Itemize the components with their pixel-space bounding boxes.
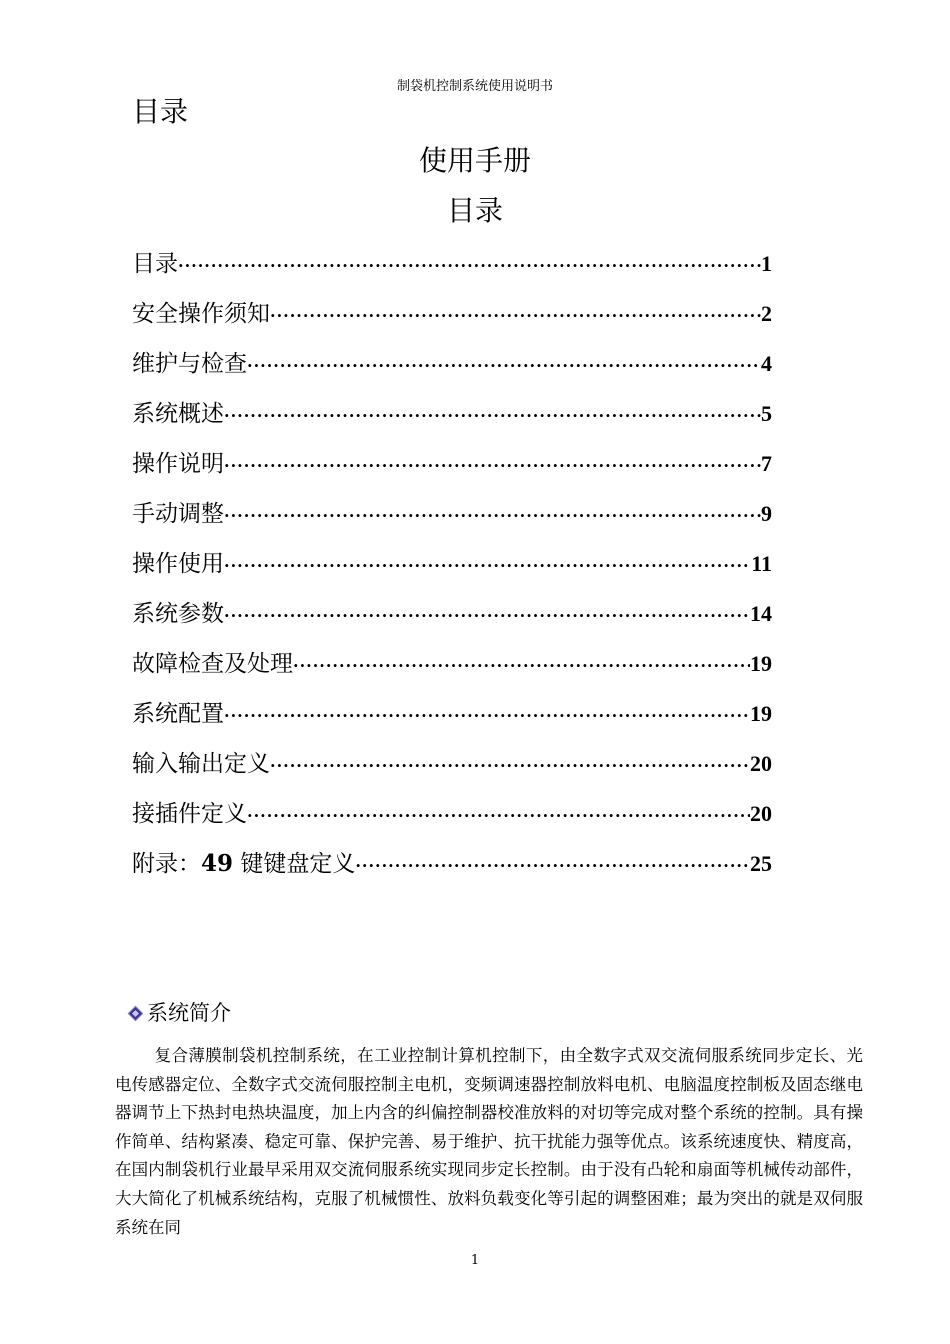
toc-dot-leader: [247, 796, 750, 836]
page-number: 1: [470, 1253, 480, 1268]
toc-entry-label: 手动调整: [132, 501, 224, 527]
toc-entry-manual-adjust[interactable]: [132, 494, 772, 544]
section-body-text: 复合薄膜制袋机控制系统，在工业控制计算机控制下，由全数字式双交流伺服系统同步定长、光电传感器定位、全数字式交流伺服控制主电机，变频调速器控制放料电机、电脑温度控制板及固态继电器调节上下热封电热块温度，加上内含的纠偏控制器校准放料的对切等完成对整个系统的控制。具有操作简单、结构紧凑、稳定可靠、保护完善、易于维护、抗干扰能力强等优点。该系统速度快、精度高，在国内制袋机行业最早采用双交流伺服系统实现同步定长控制。由于没有凸轮和扇面等机械传动部件，大大简化了机械系统结构，克服了机械惯性、放料负载变化等引起的调整困难；最为突出的就是双伺服系统在同: [115, 1046, 863, 1237]
diamond-bullet-icon: [128, 1006, 143, 1021]
document-heading: 目录: [132, 95, 189, 128]
toc-entry-safety[interactable]: [132, 294, 772, 344]
toc-entry-maintenance[interactable]: [132, 344, 772, 394]
toc-entry-page: 1: [761, 251, 772, 276]
toc-entry-label: [132, 844, 355, 884]
toc-entry-label: 系统配置: [132, 701, 224, 727]
toc-dot-leader: [224, 446, 761, 486]
toc-dot-leader: [293, 646, 750, 686]
toc-entry-label: 目录: [132, 251, 178, 277]
toc-dot-leader: [224, 596, 750, 636]
toc-entry-page: 19: [750, 651, 772, 676]
toc-entry-page: 20: [750, 751, 772, 776]
toc-entry-label: 系统概述: [132, 401, 224, 427]
table-of-contents: [132, 244, 772, 894]
toc-entry-label: 操作说明: [132, 451, 224, 477]
manual-title: 使用手册: [418, 144, 531, 177]
toc-dot-leader: [178, 246, 761, 286]
toc-entry-label: 系统参数: [132, 601, 224, 627]
toc-entry-label: 操作使用: [132, 551, 224, 577]
toc-entry-page: 4: [761, 351, 772, 376]
toc-entry-label: 接插件定义: [132, 801, 247, 827]
toc-entry-troubleshooting[interactable]: [132, 644, 772, 694]
section-heading: [128, 998, 231, 1028]
toc-entry-operation-use[interactable]: [132, 544, 772, 594]
toc-title: 目录: [446, 194, 503, 227]
toc-entry-configuration[interactable]: [132, 694, 772, 744]
toc-dot-leader: [355, 846, 750, 886]
toc-entry-page: 7: [761, 451, 772, 476]
toc-dot-leader: [247, 346, 761, 386]
toc-entry-label: 维护与检查: [132, 351, 247, 377]
toc-entry-overview[interactable]: [132, 394, 772, 444]
toc-dot-leader: [224, 496, 761, 536]
toc-dot-leader: [270, 746, 750, 786]
toc-entry-label: 安全操作须知: [132, 301, 270, 327]
section-title: 系统简介: [147, 1001, 231, 1025]
toc-entry-page: 20: [750, 801, 772, 826]
toc-label-prefix: 附录：: [132, 851, 201, 877]
toc-entry-label: 输入输出定义: [132, 751, 270, 777]
toc-entry-page: 14: [750, 601, 772, 626]
toc-dot-leader: [224, 396, 761, 436]
toc-entry-io-definition[interactable]: [132, 744, 772, 794]
toc-label-suffix: 键键盘定义: [240, 851, 356, 877]
toc-entry-parameters[interactable]: [132, 594, 772, 644]
toc-dot-leader: [224, 696, 750, 736]
toc-dot-leader: [270, 296, 761, 336]
toc-entry-page: 2: [761, 301, 772, 326]
toc-entry-page: 5: [761, 401, 772, 426]
toc-entry-label: 故障检查及处理: [132, 651, 293, 677]
toc-entry-contents[interactable]: [132, 244, 772, 294]
toc-entry-appendix-keyboard[interactable]: [132, 844, 772, 894]
toc-dot-leader: [224, 546, 751, 586]
toc-entry-page: 9: [761, 501, 772, 526]
toc-label-number: 49: [201, 850, 234, 877]
toc-entry-page: 19: [750, 701, 772, 726]
toc-entry-page: 11: [751, 551, 772, 576]
toc-entry-connector-definition[interactable]: [132, 794, 772, 844]
toc-entry-page: 25: [750, 851, 772, 876]
running-header: 制袋机控制系统使用说明书: [396, 79, 553, 94]
toc-entry-operation-guide[interactable]: [132, 444, 772, 494]
